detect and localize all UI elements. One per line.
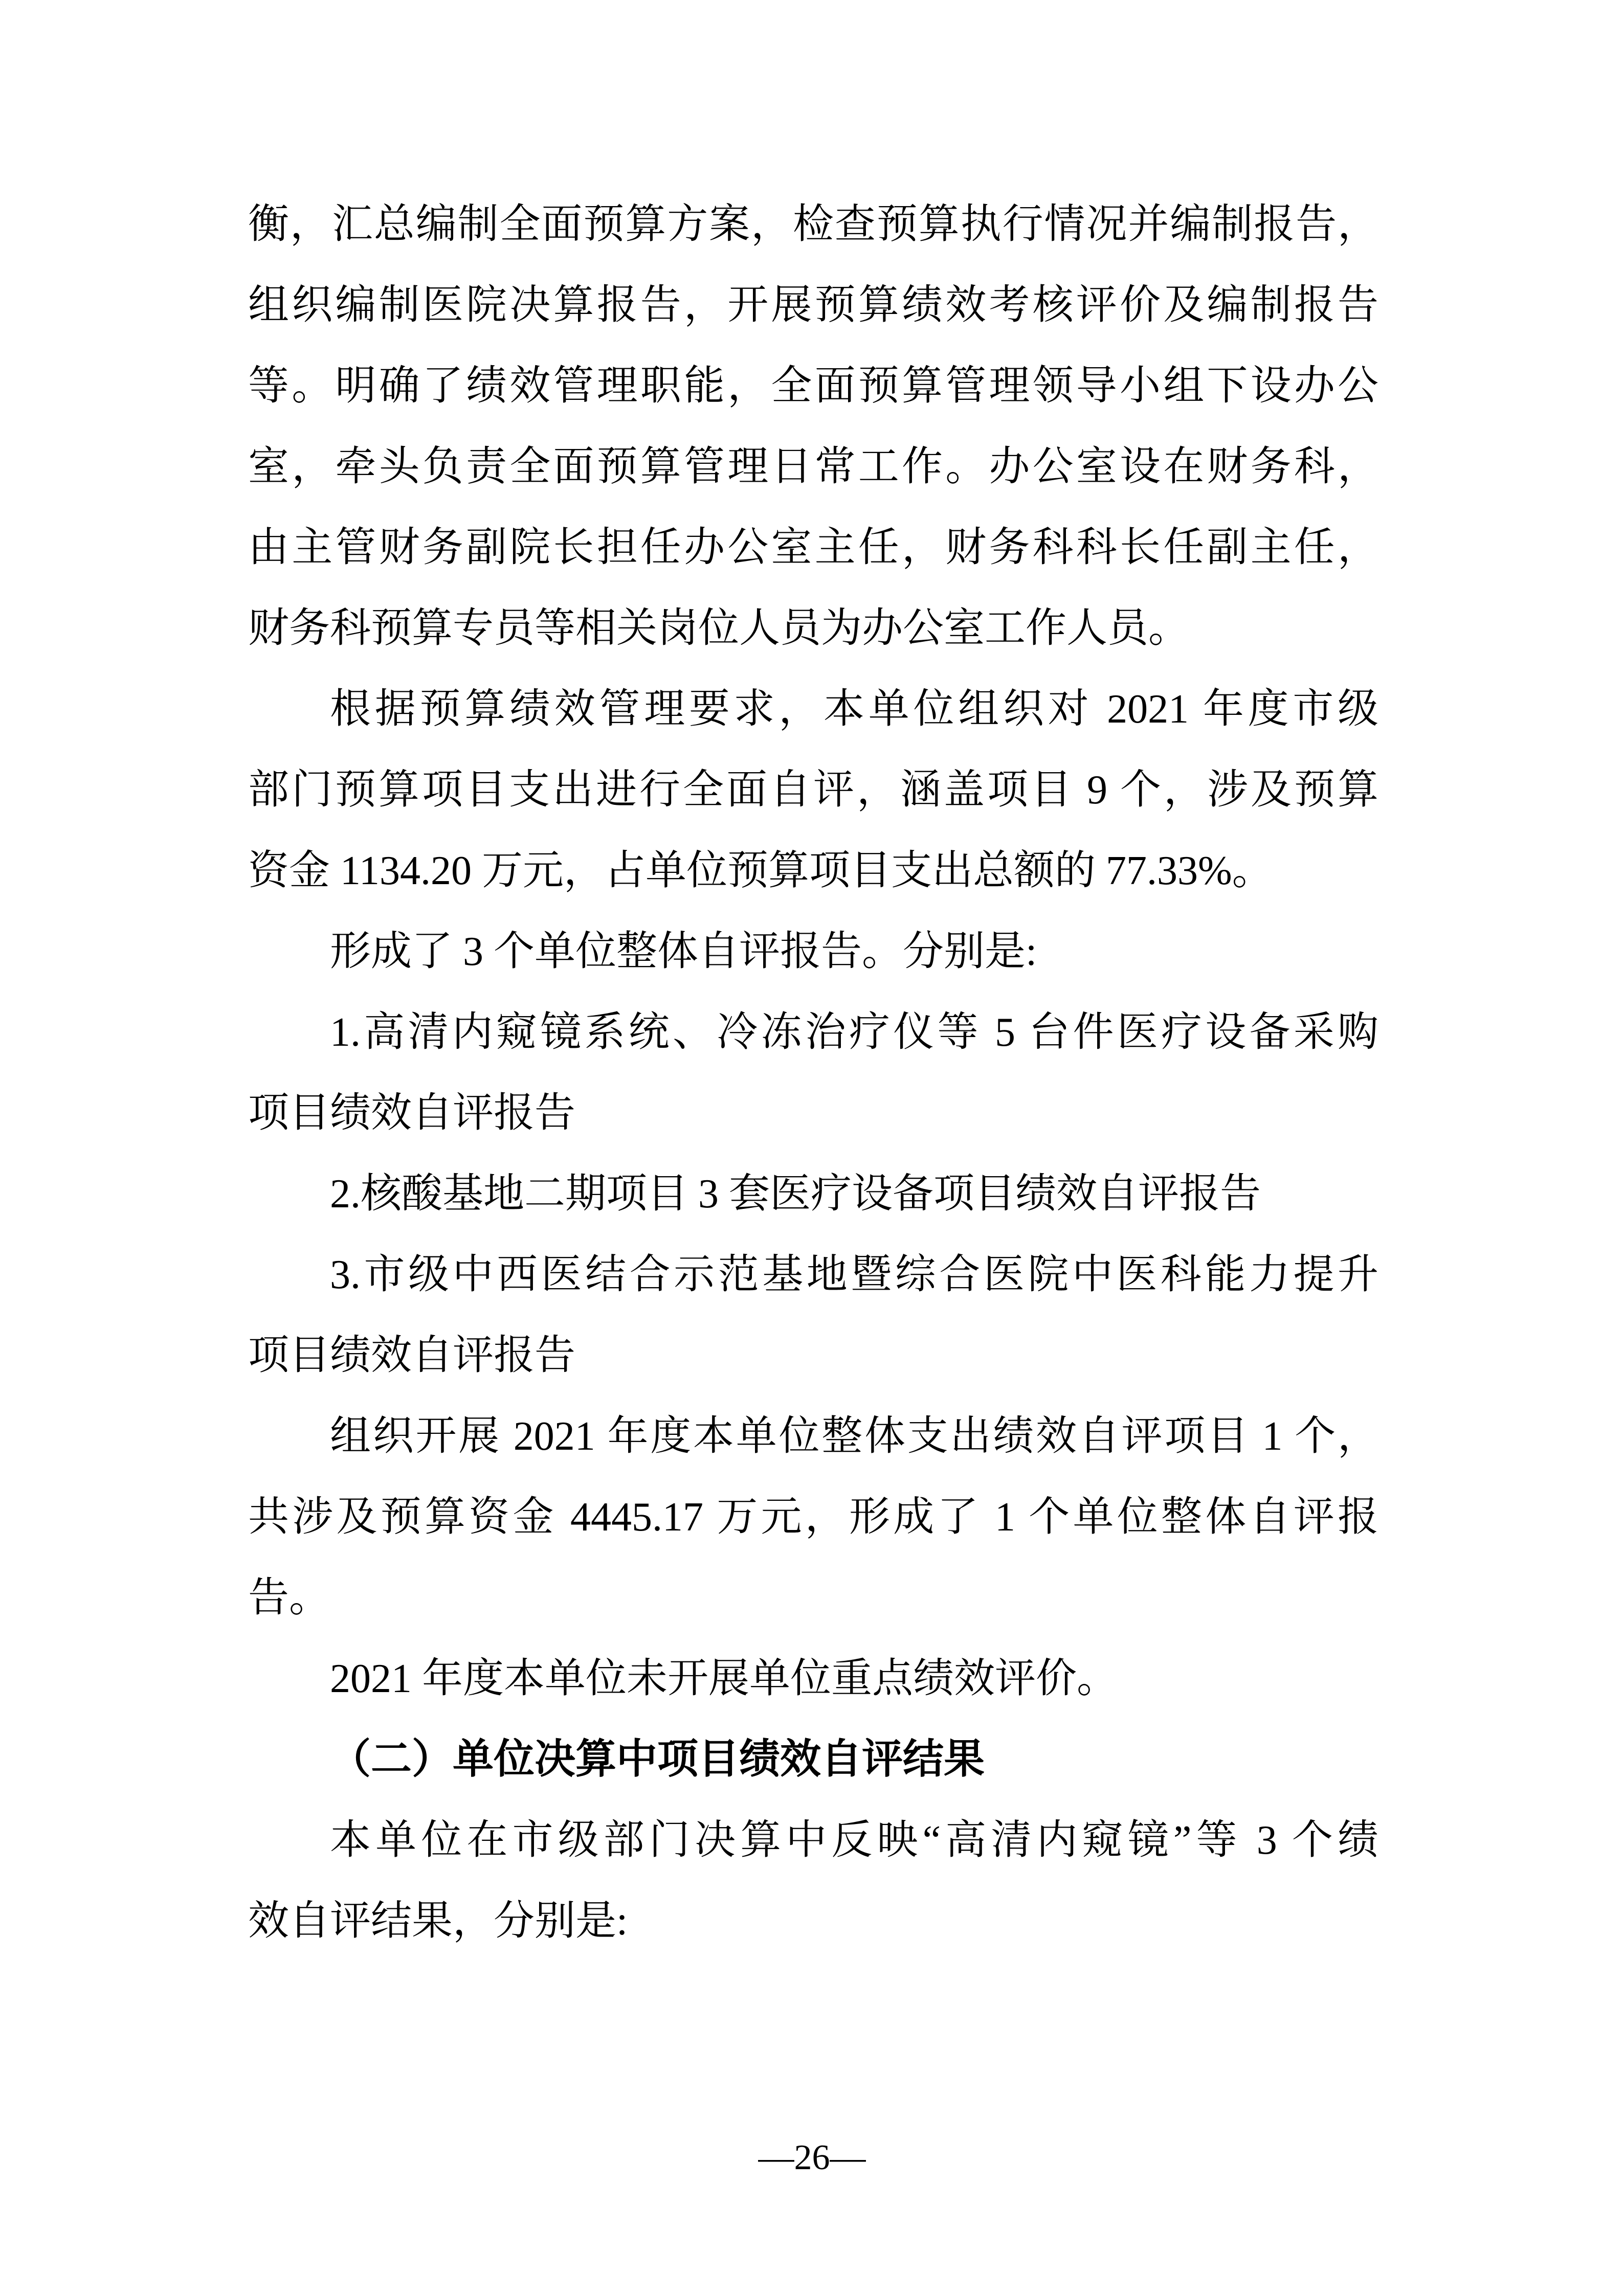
text-line: 部门预算项目支出进行全面自评，涵盖项目 9 个，涉及预算	[248, 768, 1378, 813]
text-line: 3.市级中西医结合示范基地暨综合医院中医科能力提升	[330, 1252, 1378, 1297]
text-line: 财务科预算专员等相关岗位人员为办公室工作人员。	[248, 606, 1189, 651]
text-line: 本单位在市级部门决算中反映“高清内窥镜”等 3 个绩	[330, 1818, 1378, 1863]
text-line: 等。明确了绩效管理职能，全面预算管理领导小组下设办公	[248, 364, 1378, 409]
text-line: 项目绩效自评报告	[248, 1091, 575, 1136]
text-line: 根据预算绩效管理要求，本单位组织对 2021 年度市级	[330, 687, 1378, 732]
text-line: 形成了 3 个单位整体自评报告。分别是:	[330, 929, 1037, 974]
page-number: —26—	[758, 2138, 866, 2177]
text-line: 项目绩效自评报告	[248, 1333, 575, 1378]
text-line: 组织开展 2021 年度本单位整体支出绩效自评项目 1 个，	[330, 1414, 1378, 1459]
text-line: 资金 1134.20 万元，占单位预算项目支出总额的 77.33%。	[248, 848, 1273, 893]
text-line: 告。	[248, 1575, 330, 1620]
text-line: （二）单位决算中项目绩效自评结果	[330, 1737, 985, 1782]
text-line: 组织编制医院决算报告，开展预算绩效考核评价及编制报告	[248, 283, 1378, 328]
body-text	[248, 184, 1378, 1962]
text-line: 共涉及预算资金 4445.17 万元，形成了 1 个单位整体自评报	[248, 1495, 1378, 1540]
text-line: 衡，汇总编制全面预算方案，检查预算执行情况并编制报告，	[248, 202, 1378, 247]
text-line: 2.核酸基地二期项目 3 套医疗设备项目绩效自评报告	[330, 1172, 1261, 1217]
text-line: 由主管财务副院长担任办公室主任，财务科科长任副主任，	[248, 525, 1378, 570]
text-line: 2021 年度本单位未开展单位重点绩效评价。	[330, 1656, 1118, 1701]
page-footer	[0, 2137, 1624, 2178]
text-line: 效自评结果，分别是:	[248, 1899, 628, 1944]
text-line: 室，牵头负责全面预算管理日常工作。办公室设在财务科，	[248, 444, 1378, 489]
text-line: 1.高清内窥镜系统、冷冻治疗仪等 5 台件医疗设备采购	[330, 1010, 1378, 1055]
